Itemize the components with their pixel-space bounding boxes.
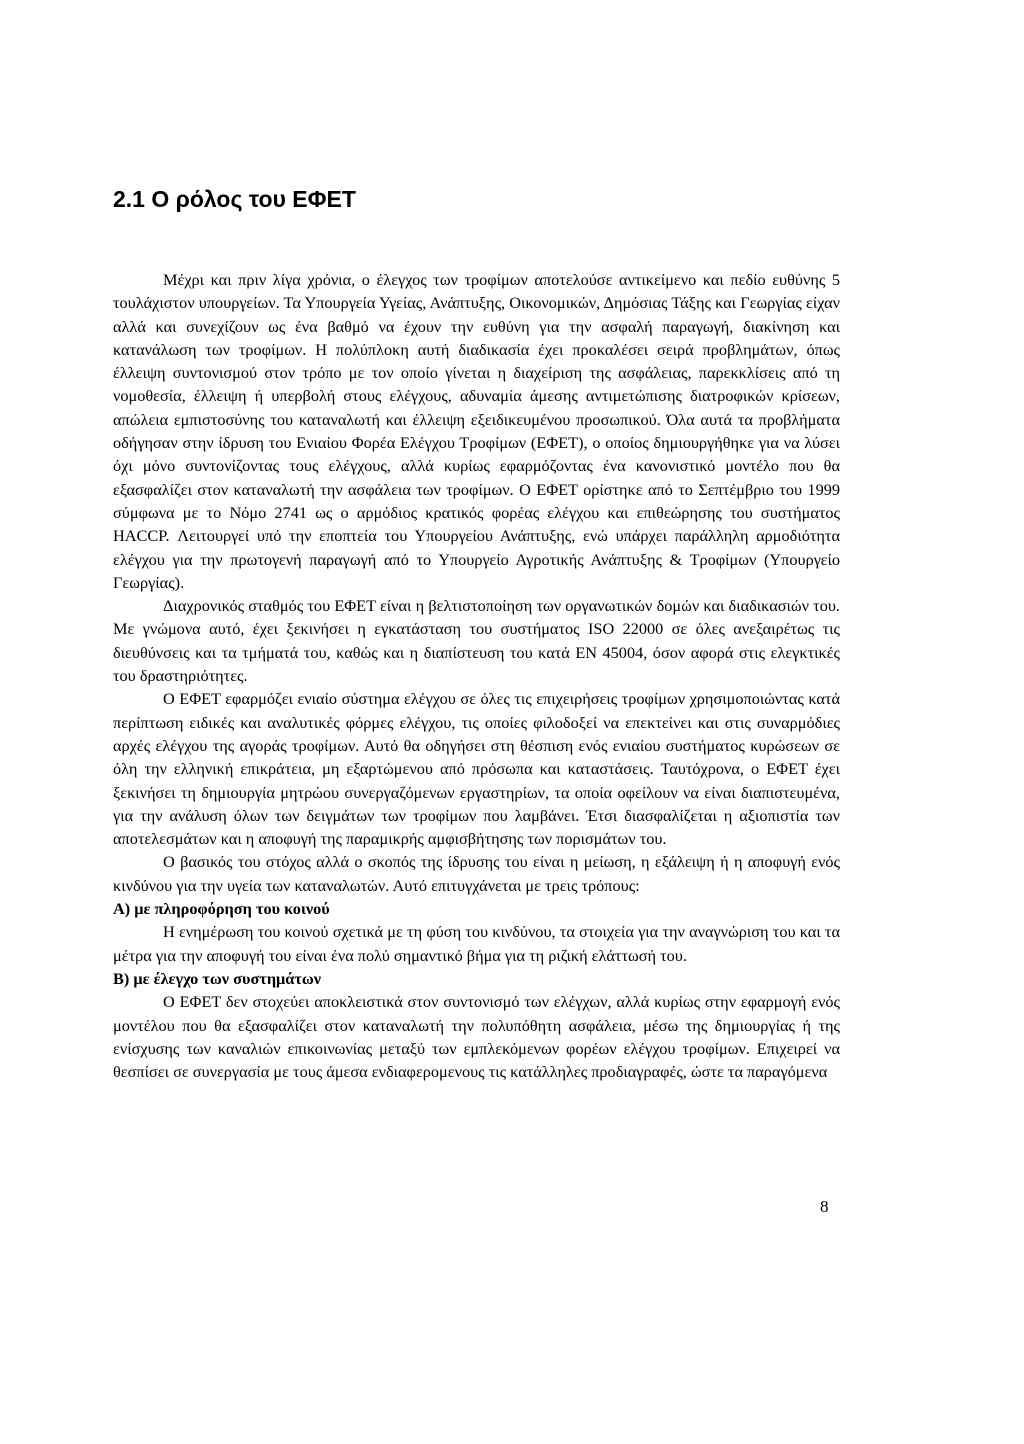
list-item-label-a: Α) με πληροφόρηση του κοινού <box>113 899 330 919</box>
body-text <box>113 268 840 1083</box>
list-item-text-b: Ο ΕΦΕΤ δεν στοχεύει αποκλειστικά στον συντονισμό των ελέγχων, αλλά κυρίως στην εφαρμογή ενός μοντέλου που θα εξασφαλίζει στον καταναλωτή την πολυπόθητη ασφάλεια, μέσω της δημιουργίας ή της ενίσχυσης των καναλιών επικοινωνίας μεταξύ των εμπλεκόμενων φορέων ελέγχου τροφίμων. Επιχειρεί να θεσπίσει σε συνεργασία με τους άμεσα ενδιαφερομενους τις κατάλληλες προδιαγραφές, ώστε τα παραγόμενα <box>113 992 840 1082</box>
page-number: 8 <box>820 1197 829 1216</box>
paragraph: Ο βασικός του στόχος αλλά ο σκοπός της ίδρυσης του είναι η μείωση, η εξάλειψη ή η αποφυγή ενός κινδύνου για την υγεία των καταναλωτών. Αυτό επιτυγχάνεται με τρεις τρόπους: <box>113 852 840 895</box>
page-content <box>113 185 840 1083</box>
paragraph: Μέχρι και πριν λίγα χρόνια, ο έλεγχος των τροφίμων αποτελούσε αντικείμενο και πεδίο ευθύνης 5 τουλάχιστον υπουργείων. Τα Υπουργεία Υγείας, Ανάπτυξης, Οικονομικών, Δημόσιας Τάξης και Γεωργίας είχαν αλλά και συνεχίζουν ως ένα βαθμό να έχουν την ευθύνη για την ασφαλή παραγωγή, διακίνηση και κατανάλωση των τροφίμων. Η πολύπλοκη αυτή διαδικασία έχει προκαλέσει σειρά προβλημάτων, όπως έλλειψη συντονισμού στον τρόπο με τον οποίο γίνεται η διαχείριση της ασφάλειας, παρεκκλίσεις από τη νομοθεσία, έλλειψη ή υπερβολή στους ελέγχους, αδυναμία άμεσης αντιμετώπισης διατροφικών κρίσεων, απώλεια εμπιστοσύνης του καταναλωτή και έλλειψη εξειδικευμένου προσωπικού. Όλα αυτά τα προβλήματα οδήγησαν στην ίδρυση του Ενιαίου Φορέα Ελέγχου Τροφίμων (ΕΦΕΤ), ο οποίος δημιουργήθηκε για να λύσει όχι μόνο συντονίζοντας τους ελέγχους, αλλά κυρίως εφαρμόζοντας ένα κανονιστικό μοντέλο που θα εξασφαλίζει στον καταναλωτή την ασφάλεια των τροφίμων. Ο ΕΦΕΤ ορίστηκε από το Σεπτέμβριο του 1999 σύμφωνα με το Νόμο 2741 ως ο αρμόδιος κρατικός φορέας ελέγχου και επιθεώρησης του συστήματος HACCP. Λειτουργεί υπό την εποπτεία του Υπουργείου Ανάπτυξης, ενώ υπάρχει παράλληλη αρμοδιότητα ελέγχου για την πρωτογενή παραγωγή από το Υπουργείο Αγροτικής Ανάπτυξης & Τροφίμων (Υπουργείο Γεωργίας). <box>113 270 840 592</box>
paragraph: Ο ΕΦΕΤ εφαρμόζει ενιαίο σύστημα ελέγχου σε όλες τις επιχειρήσεις τροφίμων χρησιμοποιώντας κατά περίπτωση ειδικές και αναλυτικές φόρμες ελέγχου, τις οποίες φιλοδοξεί να επεκτείνει και στις συναρμόδιες αρχές ελέγχου της αγοράς τροφίμων. Αυτό θα οδηγήσει στη θέσπιση ενός ενιαίου συστήματος κυρώσεων σε όλη την ελληνική επικράτεια, μη εξαρτώμενου από πρόσωπα και καταστάσεις. Ταυτόχρονα, ο ΕΦΕΤ έχει ξεκινήσει τη δημιουργία μητρώου συνεργαζόμενων εργαστηρίων, τα οποία οφείλουν να είναι διαπιστευμένα, για την ανάλυση όλων των δειγμάτων των τροφίμων που λαμβάνει. Έτσι διασφαλίζεται η αξιοπιστία των αποτελεσμάτων και η αποφυγή της παραμικρής αμφισβήτησης των πορισμάτων του. <box>113 689 840 849</box>
list-item-label-b: Β) με έλεγχο των συστημάτων <box>113 968 322 988</box>
section-heading: 2.1 Ο ρόλος του ΕΦΕΤ <box>113 186 356 212</box>
paragraph: Διαχρονικός σταθμός του ΕΦΕΤ είναι η βελτιστοποίηση των οργανωτικών δομών και διαδικασιών του. Με γνώμονα αυτό, έχει ξεκινήσει η εγκατάσταση του συστήματος ISO 22000 σε όλες ανεξαιρέτως τις διευθύνσεις και τα τμήματά του, καθώς και η διαπίστευση του κατά ΕΝ 45004, όσον αφορά στις ελεγκτικές του δραστηριότητες. <box>113 596 840 686</box>
list-item-text-a: Η ενημέρωση του κοινού σχετικά με τη φύση του κινδύνου, τα στοιχεία για την αναγνώριση του και τα μέτρα για την αποφυγή του είναι ένα πολύ σημαντικό βήμα για τη ριζική ελάττωσή του. <box>113 922 840 965</box>
